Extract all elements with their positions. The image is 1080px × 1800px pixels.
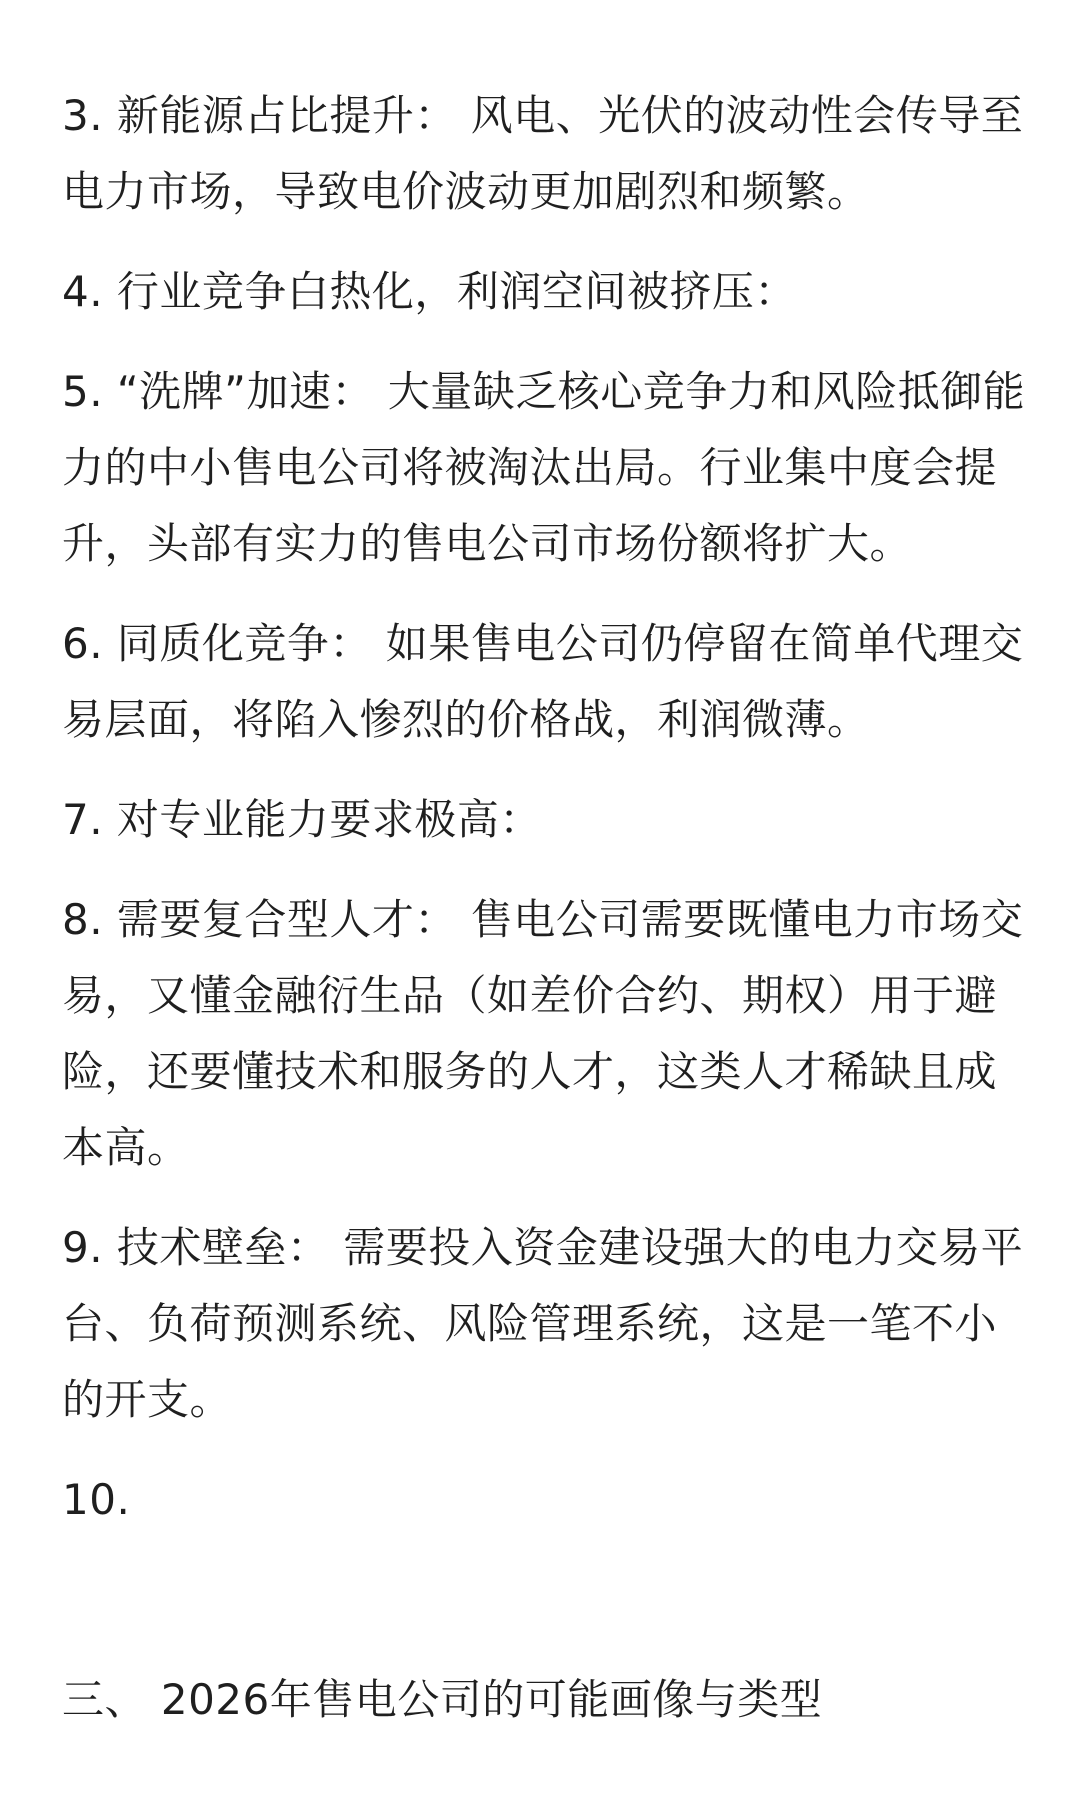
paragraph-4: 4. 行业竞争白热化，利润空间被挤压： bbox=[62, 267, 797, 316]
paragraph-6: 6. 同质化竞争： 如果售电公司仍停留在简单代理交易层面，将陷入惨烈的价格战，利润微薄。 bbox=[62, 619, 1024, 744]
paragraph-3: 3. 新能源占比提升： 风电、光伏的波动性会传导至电力市场，导致电价波动更加剧烈和频繁。 bbox=[62, 91, 1024, 216]
blank-spacer bbox=[62, 1562, 1030, 1638]
section-heading: 三、 2026年售电公司的可能画像与类型 bbox=[62, 1675, 823, 1724]
paragraph-9: 9. 技术壁垒： 需要投入资金建设强大的电力交易平台、负荷预测系统、风险管理系统，这是一笔不小的开支。 bbox=[62, 1223, 1024, 1424]
paragraph-7: 7. 对专业能力要求极高： bbox=[62, 795, 542, 844]
paragraph-8: 8. 需要复合型人才： 售电公司需要既懂电力市场交易，又懂金融衍生品（如差价合约、期权）用于避险，还要懂技术和服务的人才，这类人才稀缺且成本高。 bbox=[62, 895, 1024, 1172]
paragraph-10: 10. bbox=[62, 1475, 131, 1524]
paragraph-5: 5. “洗牌”加速： 大量缺乏核心竞争力和风险抵御能力的中小售电公司将被淘汰出局。行业集中度会提升，头部有实力的售电公司市场份额将扩大。 bbox=[62, 367, 1026, 568]
article-body bbox=[62, 78, 1030, 1738]
